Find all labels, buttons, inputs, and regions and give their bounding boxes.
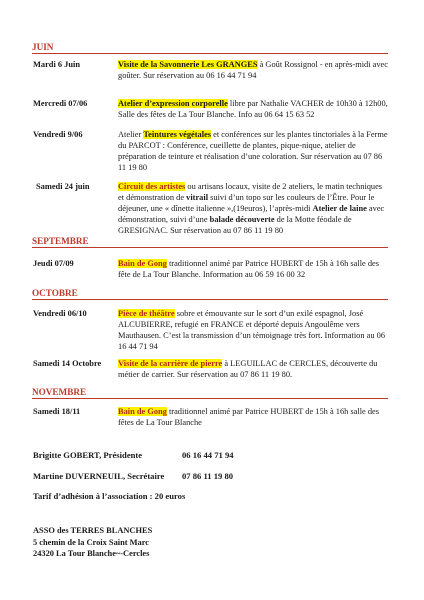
event-description xyxy=(118,406,390,428)
event-title: Visite de la carrière de pierre xyxy=(118,359,223,368)
event-description xyxy=(118,308,390,352)
contact-president xyxy=(33,449,234,461)
event-details: traditionnel animé par Patrice HUBERT de 15h à 16h salle des fêtes de La Tour Blanche xyxy=(118,407,380,427)
event-date: Samedi 18/11 xyxy=(33,407,81,416)
event-description xyxy=(118,59,390,81)
event-details: traditionnel animé par Patrice HUBERT de 15h à 16h salle des fête de La Tour Blanche. Information au 06 59 16 00 32 xyxy=(118,259,380,279)
event-description xyxy=(118,129,390,173)
event-description xyxy=(118,358,390,380)
event-details: avec démonstration, suivi d’une xyxy=(118,204,385,224)
contact-phone: 07 86 11 19 80 xyxy=(182,471,234,481)
event-title: Bain de Gong xyxy=(118,407,167,416)
event-details: libre par Nathalie VACHER de 10h30 à 12h00, Salle des fêtes de La Tour Blanche. Info au 06 64 15 63 52 xyxy=(118,99,388,119)
month-heading-novembre: NOVEMBRE xyxy=(32,387,388,399)
contact-secretary xyxy=(33,470,234,482)
event-title: Circuit des artistes xyxy=(118,182,186,191)
event-date: Mardi 6 Juin xyxy=(33,60,80,69)
contact-phone: 06 16 44 71 94 xyxy=(182,450,234,460)
event-description xyxy=(118,181,390,236)
event-description xyxy=(118,258,380,280)
event-prefix: Atelier xyxy=(118,130,144,139)
event-details: ou artisans locaux, visite de 2 ateliers, le matin techniques et démonstration de xyxy=(118,182,383,202)
event-keyword: balade découverte xyxy=(209,215,275,224)
event-details: de la Motte féodale de GRESIGNAC. Sur réservation au 07 86 11 19 80 xyxy=(118,215,352,235)
event-date: Vendredi 06/10 xyxy=(33,309,87,318)
month-heading-septembre: SEPTEMBRE xyxy=(32,236,388,248)
address-street: 5 chemin de la Croix Saint Marc xyxy=(33,537,150,547)
event-date: Samedi 14 Octobre xyxy=(33,359,102,368)
event-title: Atelier d’expression corporelle xyxy=(118,99,228,108)
event-details: à LEGUILLAC de CERCLES, découverte du métier de carrier. Sur réservation au 07 86 11 19 80. xyxy=(118,359,378,379)
event-date: Vendredi 9/06 xyxy=(33,130,83,139)
contact-name: Brigitte GOBERT, Présidente xyxy=(33,450,143,460)
address-org: ASSO des TERRES BLANCHES xyxy=(33,526,153,535)
event-title: Bain de Gong xyxy=(118,259,167,268)
event-keyword: Atelier de laine xyxy=(312,204,367,213)
event-title: Visite de la Savonnerie Les GRANGES xyxy=(118,60,258,69)
month-heading-juin: JUIN xyxy=(32,42,388,54)
event-keyword: vitrail xyxy=(186,193,209,202)
event-title: Teintures végétales xyxy=(143,130,212,139)
event-title: Pièce de théâtre xyxy=(118,309,175,318)
membership-fee: Tarif d’adhésion à l’association : 20 euros xyxy=(33,491,186,501)
event-details: suivi d’un topo sur les couleurs de l’Être. Pour le déjeuner, une « dînette italienne »,(19euros), l’après-midi xyxy=(118,193,375,213)
event-details: et conférences sur les plantes tinctoriales à la Ferme du PARCOT : Conférence, cueillette de plantes, pique-nique, atelier de préparation de teinture et réalisation d’une coloration. Sur réservation au 07 86 11 19 80 xyxy=(118,130,388,172)
event-description xyxy=(118,98,390,120)
month-heading-octobre: OCTOBRE xyxy=(32,288,388,300)
address-block xyxy=(33,525,152,560)
event-date: Jeudi 07/09 xyxy=(33,259,74,268)
contact-name: Martine DUVERNEUIL, Secrétaire xyxy=(33,471,165,481)
event-details: sobre et émouvante sur le sort d’un exilé espagnol, José ALCUBIERRE, refugié en FRANCE et déporté depuis Angoulême vers Mauthausen. C’est la transmission d’un témoignage très fort. Information au 06 16 44 71 94 xyxy=(118,309,386,351)
event-details: à Goût Rossignol - en après-midi avec goûter. Sur réservation au 06 16 44 71 94 xyxy=(118,60,388,80)
event-date: Mercredi 07/06 xyxy=(33,99,88,108)
address-city: 24320 La Tour Blanche~-Cercles xyxy=(33,549,150,558)
event-date: Samedi 24 juin xyxy=(36,182,90,191)
